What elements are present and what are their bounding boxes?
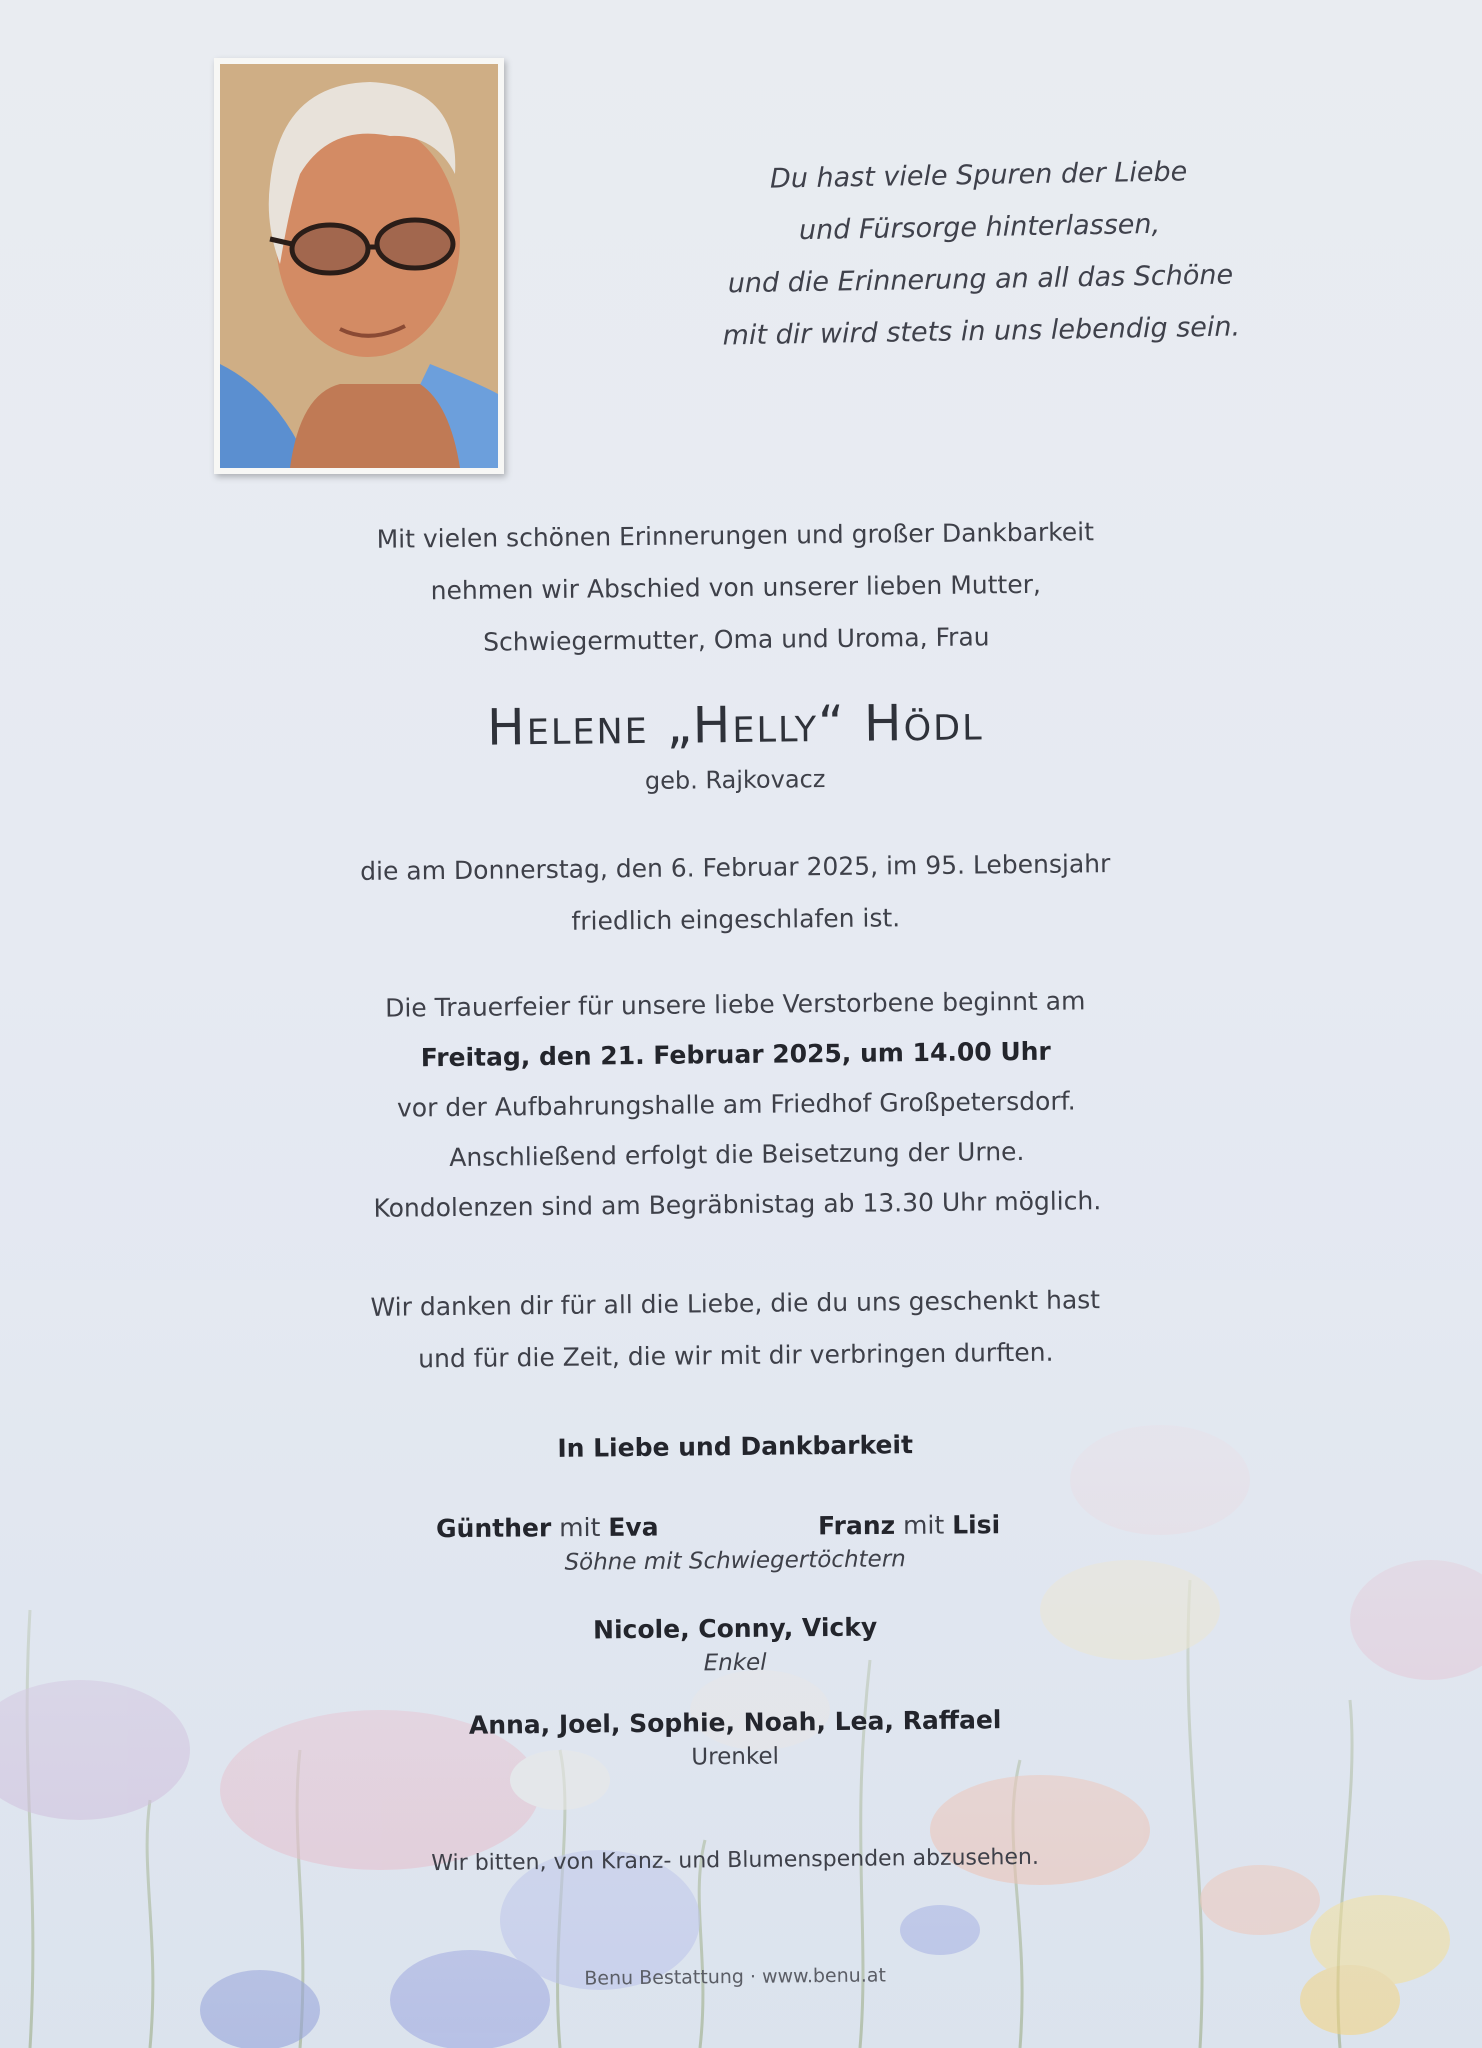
- intro-line: Schwiegermutter, Oma und Uroma, Frau: [483, 622, 990, 657]
- son-name: Günther: [436, 1513, 552, 1544]
- memorial-poem: [658, 144, 1302, 363]
- daughter-in-law-name: Lisi: [952, 1510, 1001, 1540]
- poem-line: mit dir wird stets in uns lebendig sein.: [722, 311, 1241, 352]
- poem-line: und Fürsorge hinterlassen,: [798, 208, 1161, 247]
- son-name: Franz: [817, 1510, 896, 1541]
- poem-line: und die Erinnerung an all das Schöne: [727, 259, 1234, 300]
- thanks-line: Wir danken dir für all die Liebe, die du uns geschenkt hast: [370, 1285, 1101, 1322]
- daughter-in-law-name: Eva: [608, 1512, 659, 1542]
- portrait-photo: [214, 58, 504, 474]
- ceremony-line: Die Trauerfeier für unsere liebe Verstorbene beginnt am: [384, 986, 1086, 1023]
- ceremony-line: vor der Aufbahrungshalle am Friedhof Großpetersdorf.: [396, 1086, 1076, 1123]
- thanks-line: und für die Zeit, die wir mit dir verbringen durften.: [418, 1337, 1054, 1374]
- great-grandchildren-names: Anna, Joel, Sophie, Noah, Lea, Raffael: [468, 1705, 1002, 1740]
- intro-text: [210, 505, 1262, 672]
- mit-word: mit: [902, 1510, 945, 1540]
- sons-role: Söhne mit Schwiegertöchtern: [564, 1546, 906, 1576]
- deceased-name: Helene „Helly“ Hödl: [486, 693, 984, 757]
- death-line: die am Donnerstag, den 6. Februar 2025, im 95. Lebensjahr: [360, 849, 1111, 886]
- poem-line: Du hast viele Spuren der Liebe: [769, 156, 1188, 195]
- grandchildren-names: Nicole, Conny, Vicky: [592, 1612, 878, 1645]
- son-entry: [436, 1513, 659, 1544]
- great-grandchildren-role: Urenkel: [691, 1743, 780, 1771]
- footer-funeral-home: Benu Bestattung · www.benu.at: [584, 1964, 887, 1990]
- ceremony-date: Freitag, den 21. Februar 2025, um 14.00 Uhr: [420, 1036, 1051, 1073]
- death-line: friedlich eingeschlafen ist.: [571, 903, 901, 936]
- ceremony-info: [210, 975, 1263, 1236]
- son-entry: [818, 1510, 1000, 1540]
- donation-notice: Wir bitten, von Kranz- und Blumenspenden abzusehen.: [431, 1844, 1040, 1877]
- portrait-photo-icon: [220, 64, 498, 468]
- birth-name: geb. Rajkovacz: [644, 765, 826, 795]
- signoff: In Liebe und Dankbarkeit: [557, 1430, 914, 1463]
- ceremony-line: Kondolenzen sind am Begräbnistag ab 13.30 Uhr möglich.: [373, 1186, 1102, 1223]
- ceremony-line: Anschließend erfolgt die Beisetzung der Urne.: [449, 1136, 1025, 1173]
- death-notice: [210, 837, 1261, 952]
- grandchildren-role: Enkel: [703, 1649, 767, 1677]
- intro-line: nehmen wir Abschied von unserer lieben Mutter,: [430, 569, 1042, 606]
- thanks-text: [210, 1273, 1261, 1388]
- mit-word: mit: [559, 1512, 601, 1543]
- intro-line: Mit vielen schönen Erinnerungen und großer Dankbarkeit: [376, 517, 1095, 554]
